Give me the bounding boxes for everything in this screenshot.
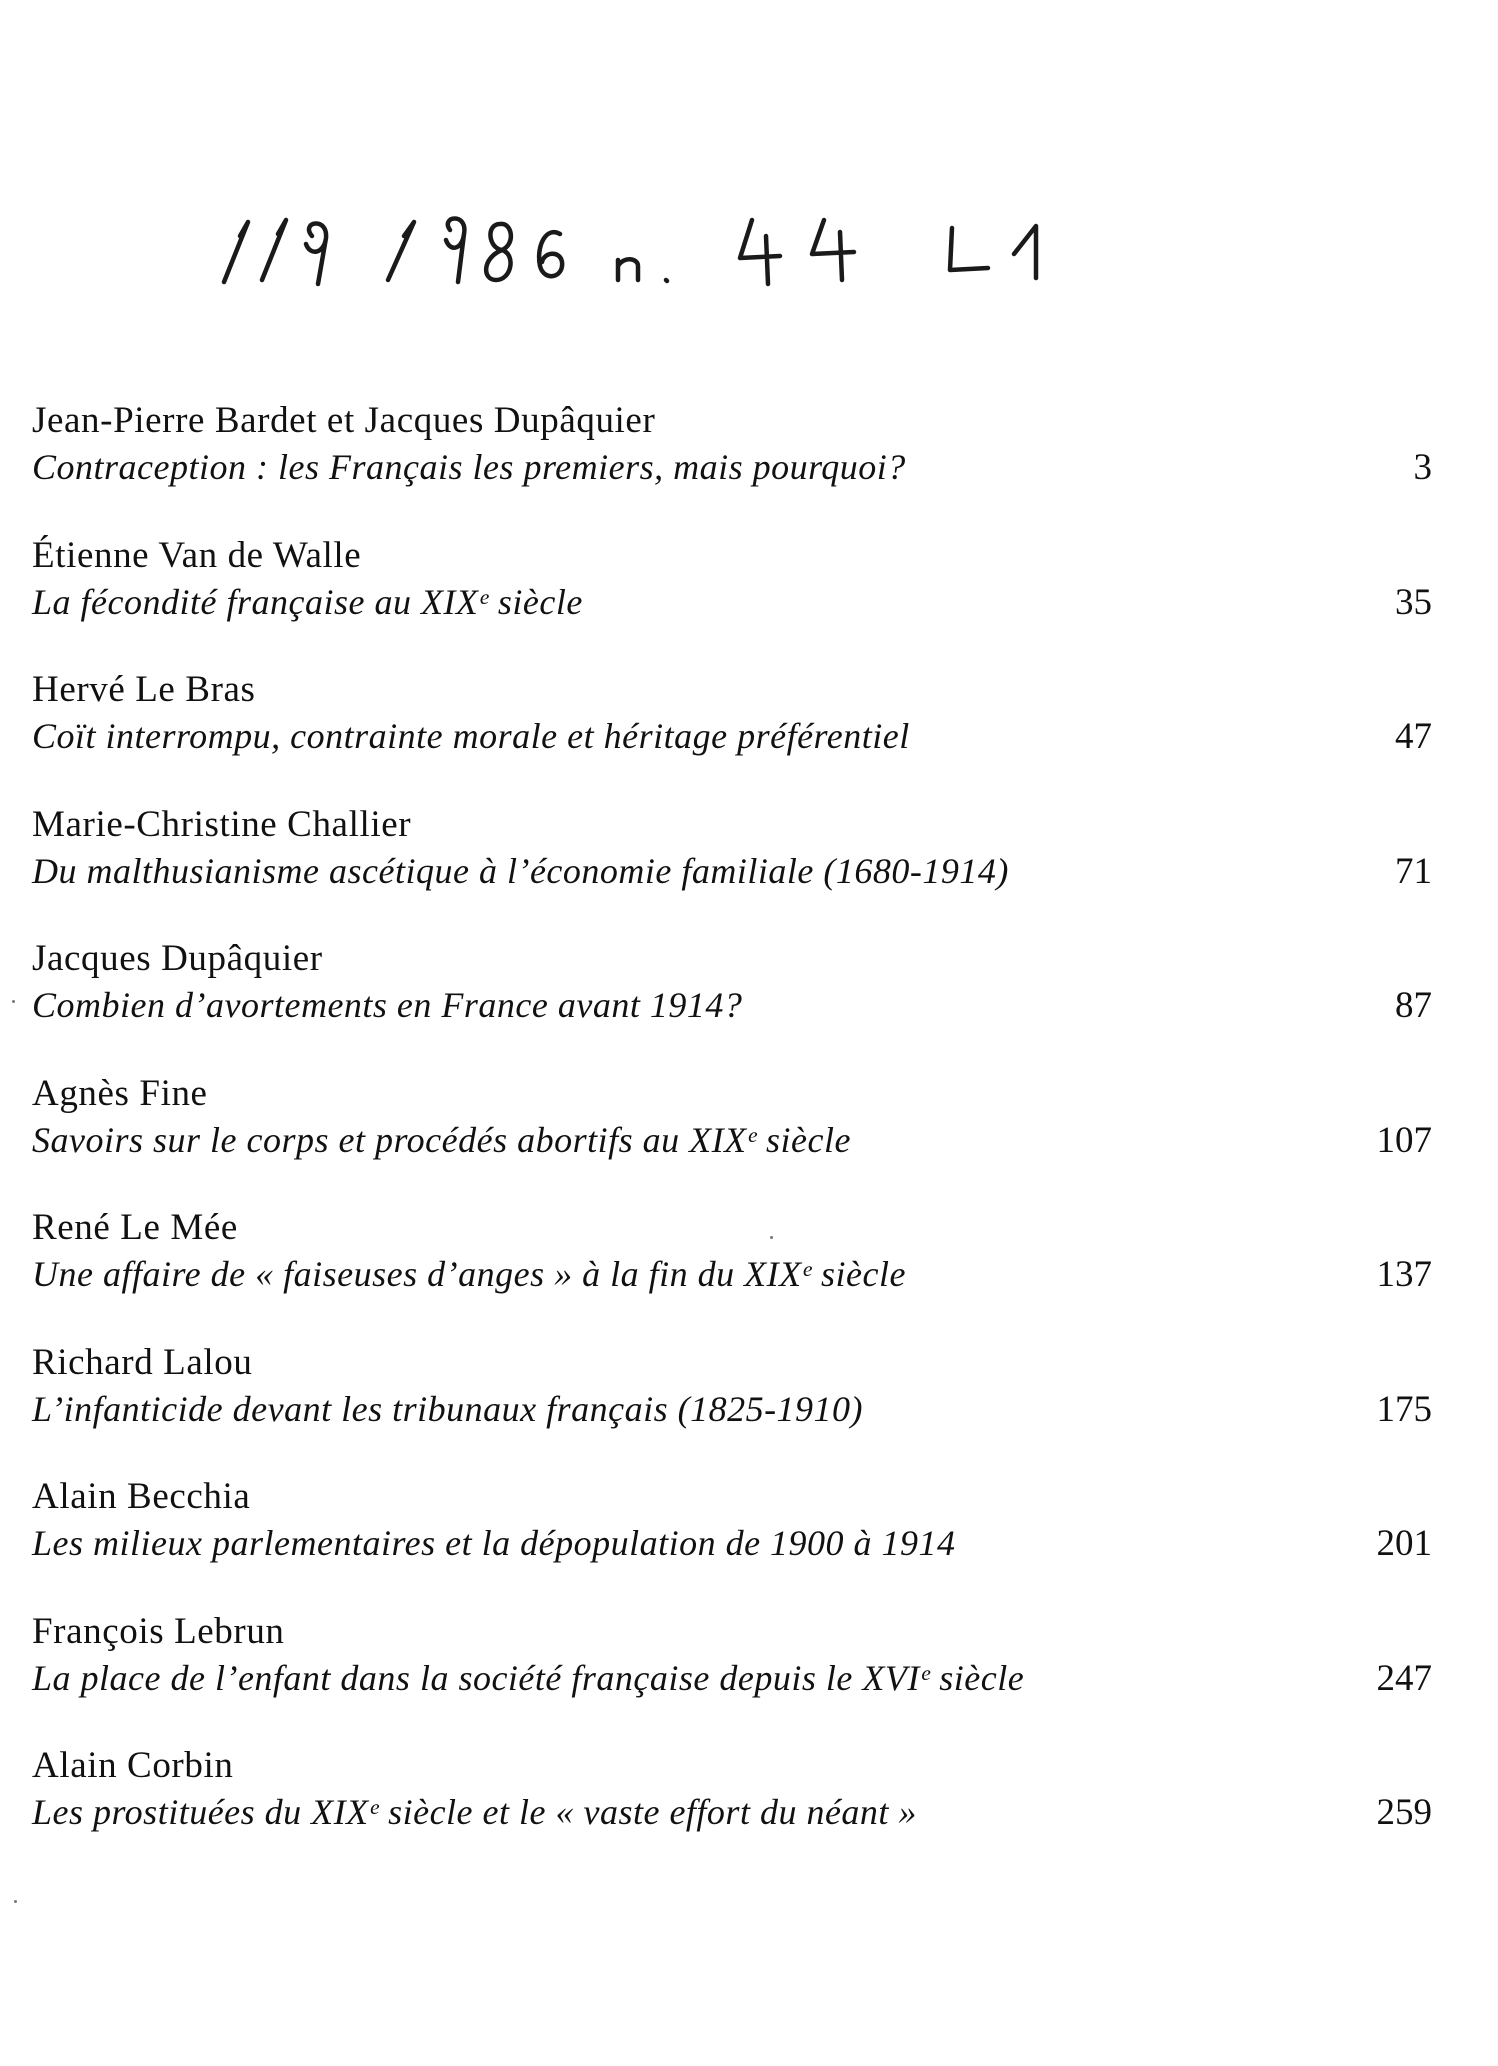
entry-page-number: 247 — [1376, 1657, 1432, 1699]
entry-title: Combien d’avortements en France avant 1914? — [32, 985, 743, 1025]
scan-speck — [14, 1900, 17, 1903]
entry-title-row — [32, 444, 1432, 490]
entry-title-row — [32, 1251, 1432, 1297]
entry-title-row — [32, 1386, 1432, 1432]
entry-title-row — [32, 579, 1432, 625]
toc-entry[interactable] — [32, 398, 1432, 533]
entry-author: Étienne Van de Walle — [32, 534, 362, 576]
toc-entry[interactable] — [32, 1474, 1432, 1609]
entry-page-number: 87 — [1395, 985, 1432, 1026]
entry-author: Agnès Fine — [32, 1072, 208, 1114]
toc-entry[interactable] — [32, 533, 1432, 668]
toc-entry[interactable] — [32, 802, 1432, 937]
entry-page-number: 107 — [1376, 1119, 1432, 1161]
entry-title: Les milieux parlementaires et la dépopulation de 1900 à 1914 — [32, 1523, 956, 1563]
entry-author: Hervé Le Bras — [32, 669, 256, 710]
handwritten-shelfmark-drawing — [200, 200, 1150, 320]
entry-author: Jean-Pierre Bardet et Jacques Dupâquier — [32, 400, 656, 441]
entry-title: Contraception : les Français les premiers, mais pourquoi? — [32, 447, 906, 487]
entry-page-number: 35 — [1395, 581, 1432, 623]
entry-author: Alain Becchia — [32, 1476, 251, 1517]
entry-title: La fécondité française au XIXᵉ siècle — [32, 581, 583, 622]
entry-page-number: 3 — [1413, 447, 1432, 488]
entry-title-row — [32, 1520, 1432, 1566]
toc-entry[interactable] — [32, 1071, 1432, 1206]
scan-speck — [12, 1000, 15, 1003]
entry-title: La place de l’enfant dans la société française depuis le XVIᵉ siècle — [32, 1657, 1025, 1698]
entry-title-row — [32, 713, 1432, 759]
scan-speck — [770, 1236, 773, 1239]
entry-page-number: 175 — [1376, 1388, 1432, 1430]
entry-page-number: 137 — [1376, 1254, 1432, 1295]
entry-author: Richard Lalou — [32, 1341, 253, 1383]
entry-author: Jacques Dupâquier — [32, 938, 323, 979]
entry-title: Coït interrompu, contrainte morale et héritage préférentiel — [32, 716, 910, 756]
toc-entry[interactable] — [32, 667, 1432, 802]
toc-entry[interactable] — [32, 1609, 1432, 1744]
entry-title-row — [32, 982, 1432, 1028]
toc-entry[interactable] — [32, 1340, 1432, 1475]
entry-title: L’infanticide devant les tribunaux français (1825-1910) — [32, 1388, 864, 1429]
entry-title: Les prostituées du XIXᵉ siècle et le « vaste effort du néant » — [32, 1792, 917, 1832]
entry-author: Alain Corbin — [32, 1745, 234, 1786]
table-of-contents — [32, 398, 1432, 1878]
entry-author: François Lebrun — [32, 1610, 285, 1652]
toc-entry[interactable] — [32, 1205, 1432, 1340]
entry-title-row — [32, 1789, 1432, 1835]
handwritten-shelfmark — [200, 200, 1150, 320]
entry-title: Une affaire de « faiseuses d’anges » à la fin du XIXᵉ siècle — [32, 1254, 906, 1294]
entry-author: René Le Mée — [32, 1207, 238, 1248]
entry-title-row — [32, 1117, 1432, 1163]
entry-title: Du malthusianisme ascétique à l’économie familiale (1680-1914) — [32, 850, 1009, 891]
entry-page-number: 47 — [1395, 716, 1432, 757]
toc-entry[interactable] — [32, 1743, 1432, 1878]
entry-page-number: 259 — [1376, 1792, 1432, 1833]
entry-page-number: 201 — [1376, 1523, 1432, 1564]
toc-entry[interactable] — [32, 936, 1432, 1071]
entry-title: Savoirs sur le corps et procédés abortifs au XIXᵉ siècle — [32, 1119, 851, 1160]
entry-title-row — [32, 1655, 1432, 1701]
entry-title-row — [32, 848, 1432, 894]
entry-page-number: 71 — [1395, 850, 1432, 892]
entry-author: Marie-Christine Challier — [32, 803, 412, 845]
